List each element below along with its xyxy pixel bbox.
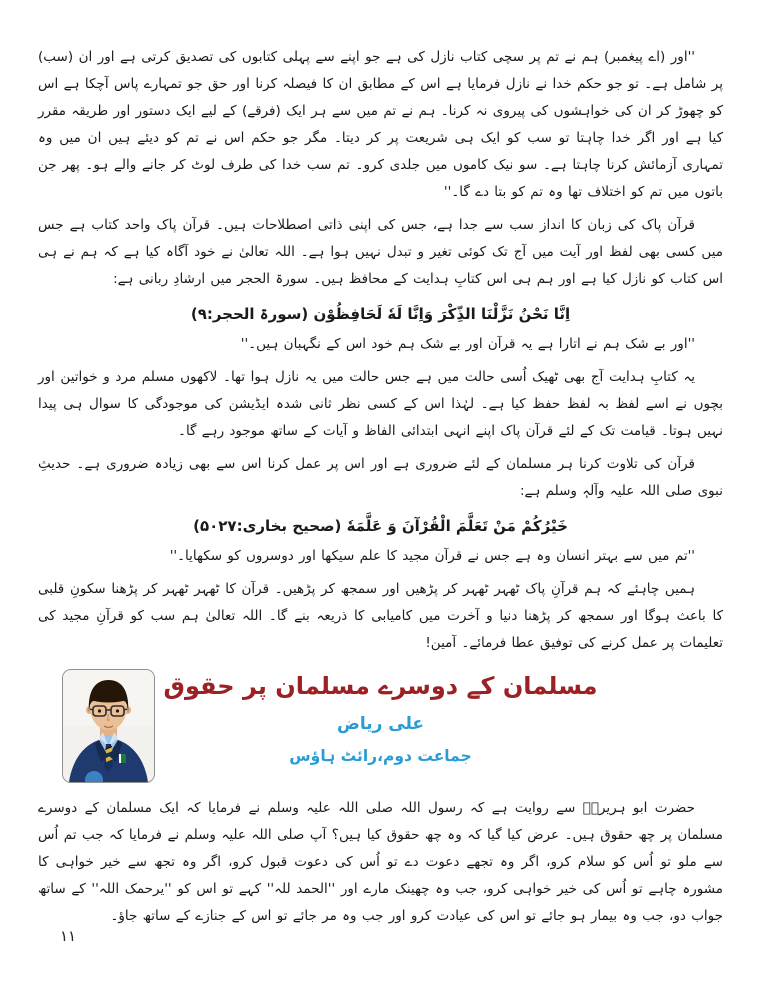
page-number: ۱۱ [60, 927, 77, 945]
author-photo [62, 669, 155, 783]
student-portrait-icon [62, 669, 155, 783]
paragraph-quran-language: قرآن پاک کی زبان کا انداز سب سے جدا ہے، جس کی اپنی ذاتی اصطلاحات ہیں۔ قرآن پاک واحد کتاب ہے جس میں کسی بھی لفظ اور آیت میں آج تک کوئی تغیر و تبدل نہیں ہوا ہے۔ اللہ تعالیٰ نے خود آگاہ کیا ہے کہ ہم نے ہی اس کتاب کو نازل کیا ہے اور ہم ہی اس کتابِ ہدایت کے محافظ ہیں۔ سورۃ الحجر میں ارشادِ ربانی ہے: [38, 217, 723, 287]
arabic-verse-surah-alhijr: اِنَّا نَحْنُ نَزَّلْنَا الذِّكْرَ وَاِنَّا لَهٗ لَحَافِظُوْن (سورۃ الحجر:۹) [190, 305, 571, 323]
article2-header [38, 667, 723, 789]
article2-author-name: علی ریاض [336, 714, 425, 734]
paragraph-tilawat: قرآن کی تلاوت کرنا ہر مسلمان کے لئے ضروری ہے اور اس پر عمل کرنا اس سے بھی زیادہ ضروری ہے۔ حدیثِ نبوی صلی اللہ علیہ وآلہٖ وسلم ہے: [38, 456, 723, 499]
arabic-hadith-bukhari: خَيْرُكُمْ مَنْ تَعَلَّمَ الْقُرْآنَ وَ عَلَّمَهٗ (صحیح بخاری:۵۰۲۷) [193, 517, 568, 535]
paragraph-closing-dua: ہمیں چاہئے کہ ہم قرآنِ پاک ٹھہر ٹھہر کر پڑھیں اور سمجھ کر پڑھیں۔ قرآن کا ٹھہر ٹھہر کر پڑھنا سکونِ قلبی کا باعث ہوگا اور سمجھ کر پڑھنا دنیا و آخرت میں کامیابی کا ذریعہ بنے گا۔ اللہ تعالیٰ ہم سب کو قرآنِ مجید کی تعلیمات پر عمل کرنے کی توفیق عطا فرمائے۔ آمین! [38, 581, 723, 651]
article2-author-class: جماعت دوم،رائٹ ہاؤس [289, 747, 472, 765]
paragraph-six-rights-hadith: حضرت ابو ہریرہؓ سے روایت ہے کہ رسول اللہ صلی اللہ علیہ وسلم نے فرمایا کہ ایک مسلمان کے دوسرے مسلمان پر چھ حقوق ہیں۔ عرض کیا گیا کہ وہ چھ حقوق کیا ہیں؟ آپ صلی اللہ علیہ وسلم نے فرمایا کہ جب تم اُس سے ملو تو اُس کو سلام کرو، اگر وہ تجھے دعوت دے تو اُس کی دعوت قبول کرو، اگر وہ تجھ سے خیر خواہی کا مشورہ چاہے تو اُس کی خیر خواہی کرو، جب وہ چھینک مارے اور ''الحمد للہ'' کہے تو اس کو ''یرحمک اللہ'' کے ساتھ جواب دو، جب وہ بیمار ہو جائے تو اس کی عیادت کرو اور جب وہ مر جائے تو اس کے جنازے کے ساتھ جاؤ۔ [38, 800, 723, 924]
article2-title: مسلمان کے دوسرے مسلمان پر حقوق [163, 672, 598, 700]
hadith-translation: ''تم میں سے بہتر انسان وہ ہے جس نے قرآن مجید کا علم سیکھا اور دوسروں کو سکھایا۔'' [169, 548, 695, 564]
paragraph-quran-translation-quote: ''اور (اے پیغمبر) ہم نے تم پر سچی کتاب نازل کی ہے جو اپنے سے پہلی کتابوں کی تصدیق کرتی ہے اور ان (سب) پر شامل ہے۔ تو جو حکم خدا نے نازل فرمایا ہے اس کے مطابق ان کا فیصلہ کرنا اور حق جو تمہارے پاس آچکا ہے اس کو چھوڑ کر ان کی خواہشوں کی پیروی نہ کرنا۔ ہم نے تم میں سے ہر ایک (فرقے) کے لیے ایک دستور اور طریقہ مقرر کیا ہے اور اگر خدا چاہتا تو سب کو ایک ہی شریعت پر کر دیتا۔ مگر جو حکم اس نے تم کو دیئے ہیں ان میں وہ تمہاری آزمائش کرنا چاہتا ہے۔ سو نیک کاموں میں جلدی کرو۔ تم سب خدا کی طرف لوٹ کر جانے والے ہو۔ پھر جن باتوں میں تم کو اختلاف تھا وہ تم کو بتا دے گا۔'' [38, 49, 723, 200]
verse-translation: ''اور بے شک ہم نے اتارا ہے یہ قرآن اور بے شک ہم خود اس کے نگہبان ہیں۔'' [240, 336, 695, 352]
paragraph-quran-preservation: یہ کتابِ ہدایت آج بھی ٹھیک اُسی حالت میں ہے جس حالت میں یہ نازل ہوا تھا۔ لاکھوں مسلم مرد و خواتین اور بچوں نے اسے لفظ بہ لفظ حفظ کیا ہے۔ لہٰذا اس کے کسی نظر ثانی شدہ ایڈیشن کی موجودگی کا سوال ہی پیدا نہیں ہوتا۔ قیامت تک کے لئے قرآن پاک اپنے انہی ابتدائی الفاظ و آیات کے ساتھ موجود رہے گا۔ [38, 369, 723, 439]
